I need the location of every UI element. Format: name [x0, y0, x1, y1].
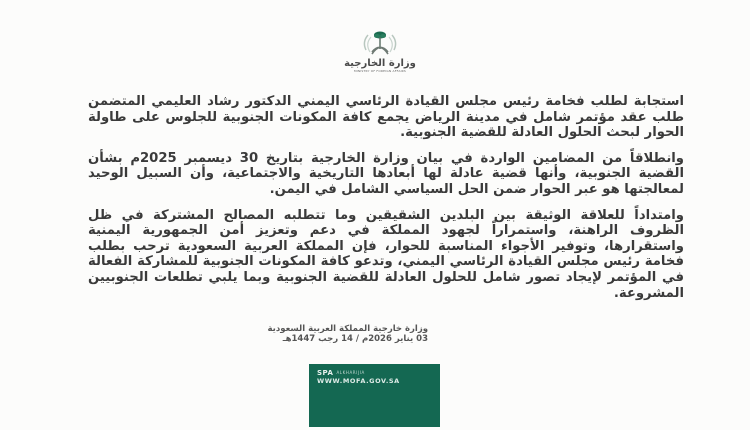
saudi-emblem-icon — [360, 30, 400, 58]
statement-body — [88, 94, 684, 311]
statement-paragraph: وانطلاقاً من المضامين الواردة في بيان وزارة الخارجية بتاريخ 30 ديسمبر 2025م بشأن القضية الجنوبية، وأنها قضية عادلة لها أبعادها التاريخية والاجتماعية، وأن السبيل الوحيد لمعالجتها هو عبر الحوار ضمن الحل السياسي الشامل في اليمن. — [88, 150, 685, 197]
signature-block — [232, 324, 428, 344]
footer-brand-sub: ALKHARIJIA — [336, 370, 365, 375]
ministry-name-ar: وزارة الخارجية — [344, 58, 416, 69]
ministry-logo — [335, 30, 425, 78]
issue-date: 03 يناير 2026م / 14 رجب 1447هـ — [282, 334, 428, 344]
issuer-name: وزارة خارجية المملكة العربية السعودية — [267, 324, 428, 334]
ministry-name-en: MINISTRY OF FOREIGN AFFAIRS — [353, 69, 407, 73]
statement-paragraph: استجابة لطلب فخامة رئيس مجلس القيادة الرئاسي اليمني الدكتور رشاد العليمي المتضمن طلب عقد مؤتمر شامل في مدينة الرياض يجمع كافة المكونات الجنوبية للجلوس على طاولة الحوار لبحث الحلول العادلة للقضية الجنوبية. — [88, 94, 684, 141]
footer-contact-box — [309, 364, 440, 427]
footer-brand — [317, 369, 432, 377]
footer-brand-name: SPA — [317, 369, 334, 377]
website-link[interactable]: WWW.MOFA.GOV.SA — [317, 377, 400, 385]
statement-paragraph: وامتداداً للعلاقة الوثيقة بين البلدين الشقيقين وما تتطلبه المصالح المشتركة في ظل الظروف الراهنة، واستمراراً لجهود المملكة في دعم وتعزيز أمن الجمهورية اليمنية واستقرارها، وتوفير الأجواء المناسبة للحوار، فإن المملكة العربية السعودية ترحب بطلب فخامة رئيس مجلس القيادة الرئاسي اليمني، وتدعو كافة المكونات الجنوبية للمشاركة الفعالة في المؤتمر لإيجاد تصور شامل للحلول العادلة للقضية الجنوبية وبما يلبي تطلعات الجنوبيين المشروعة. — [88, 207, 684, 301]
